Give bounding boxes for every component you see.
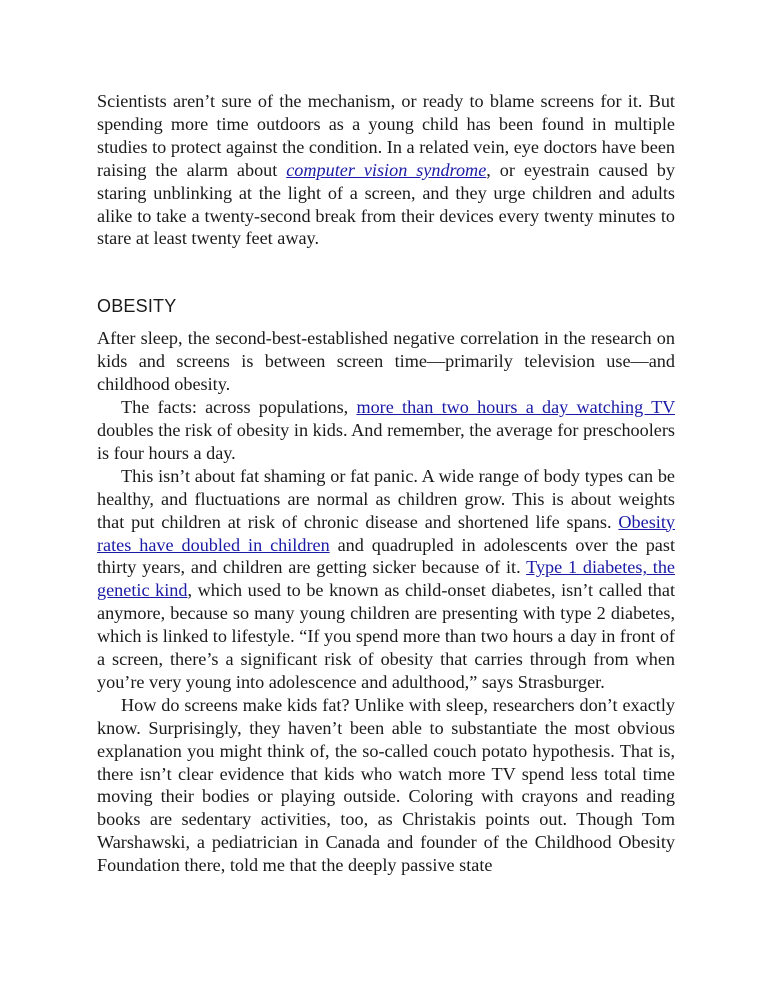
computer-vision-syndrome-link[interactable]: computer vision syndrome [286, 159, 487, 180]
type-1-diabetes-link[interactable]: Type 1 diabetes, the genetic kind [97, 557, 675, 601]
paragraph-2-text-b: doubles the risk of obesity in kids. And remember, the average for preschoolers is four hours a day. [97, 419, 675, 463]
paragraph-2 [97, 396, 675, 465]
paragraph-4: How do screens make kids fat? Unlike with sleep, researchers don’t exactly know. Surprisingly, they haven’t been able to substantiate the most obvious explanation you might think of, the so-called couch potato hypothesis. That is, there isn’t clear evidence that kids who watch more TV spend less total time moving their bodies or playing outside. Coloring with crayons and reading books are sedentary activities, too, as Christakis points out. Though Tom Warshawski, a pediatrician in Canada and founder of the Childhood Obesity Foundation there, told me that the deeply passive state [97, 694, 675, 876]
two-hours-tv-link[interactable]: more than two hours a day watching TV [356, 397, 675, 418]
section-heading: OBESITY [97, 296, 177, 317]
obesity-rates-link[interactable]: Obesity rates have doubled in children [97, 511, 675, 555]
paragraph-2-text-a: The facts: across populations, [121, 397, 357, 418]
paragraph-3 [97, 465, 675, 694]
intro-paragraph [97, 90, 675, 250]
paragraph-1: After sleep, the second-best-established negative correlation in the research on kids and screens is between screen time—primarily television use—and childhood obesity. [97, 328, 675, 395]
intro-text-b: , or eyestrain caused by staring unblinking at the light of a screen, and they urge children and adults alike to take a twenty-second break from their devices every twenty minutes to stare at least twenty feet away. [97, 159, 675, 249]
paragraph-3-text-b: and quadrupled in adolescents over the past thirty years, and children are getting sicker because of it. [97, 534, 675, 578]
paragraph-3-text-a: This isn’t about fat shaming or fat panic. A wide range of body types can be healthy, and fluctuations are normal as children grow. This is about weights that put children at risk of chronic disease and shortened life spans. [97, 465, 675, 532]
document-page [97, 90, 675, 877]
paragraph-3-text-c: , which used to be known as child-onset diabetes, isn’t called that anymore, because so many young children are presenting with type 2 diabetes, which is linked to lifestyle. “If you spend more than two hours a day in front of a screen, there’s a significant risk of obesity that carries through from when you’re very young into adolescence and adulthood,” says Strasburger. [97, 580, 675, 692]
intro-text-a: Scientists aren’t sure of the mechanism, or ready to blame screens for it. But spending more time outdoors as a young child has been found in multiple studies to protect against the condition. In a related vein, eye doctors have been raising the alarm about [97, 91, 675, 180]
